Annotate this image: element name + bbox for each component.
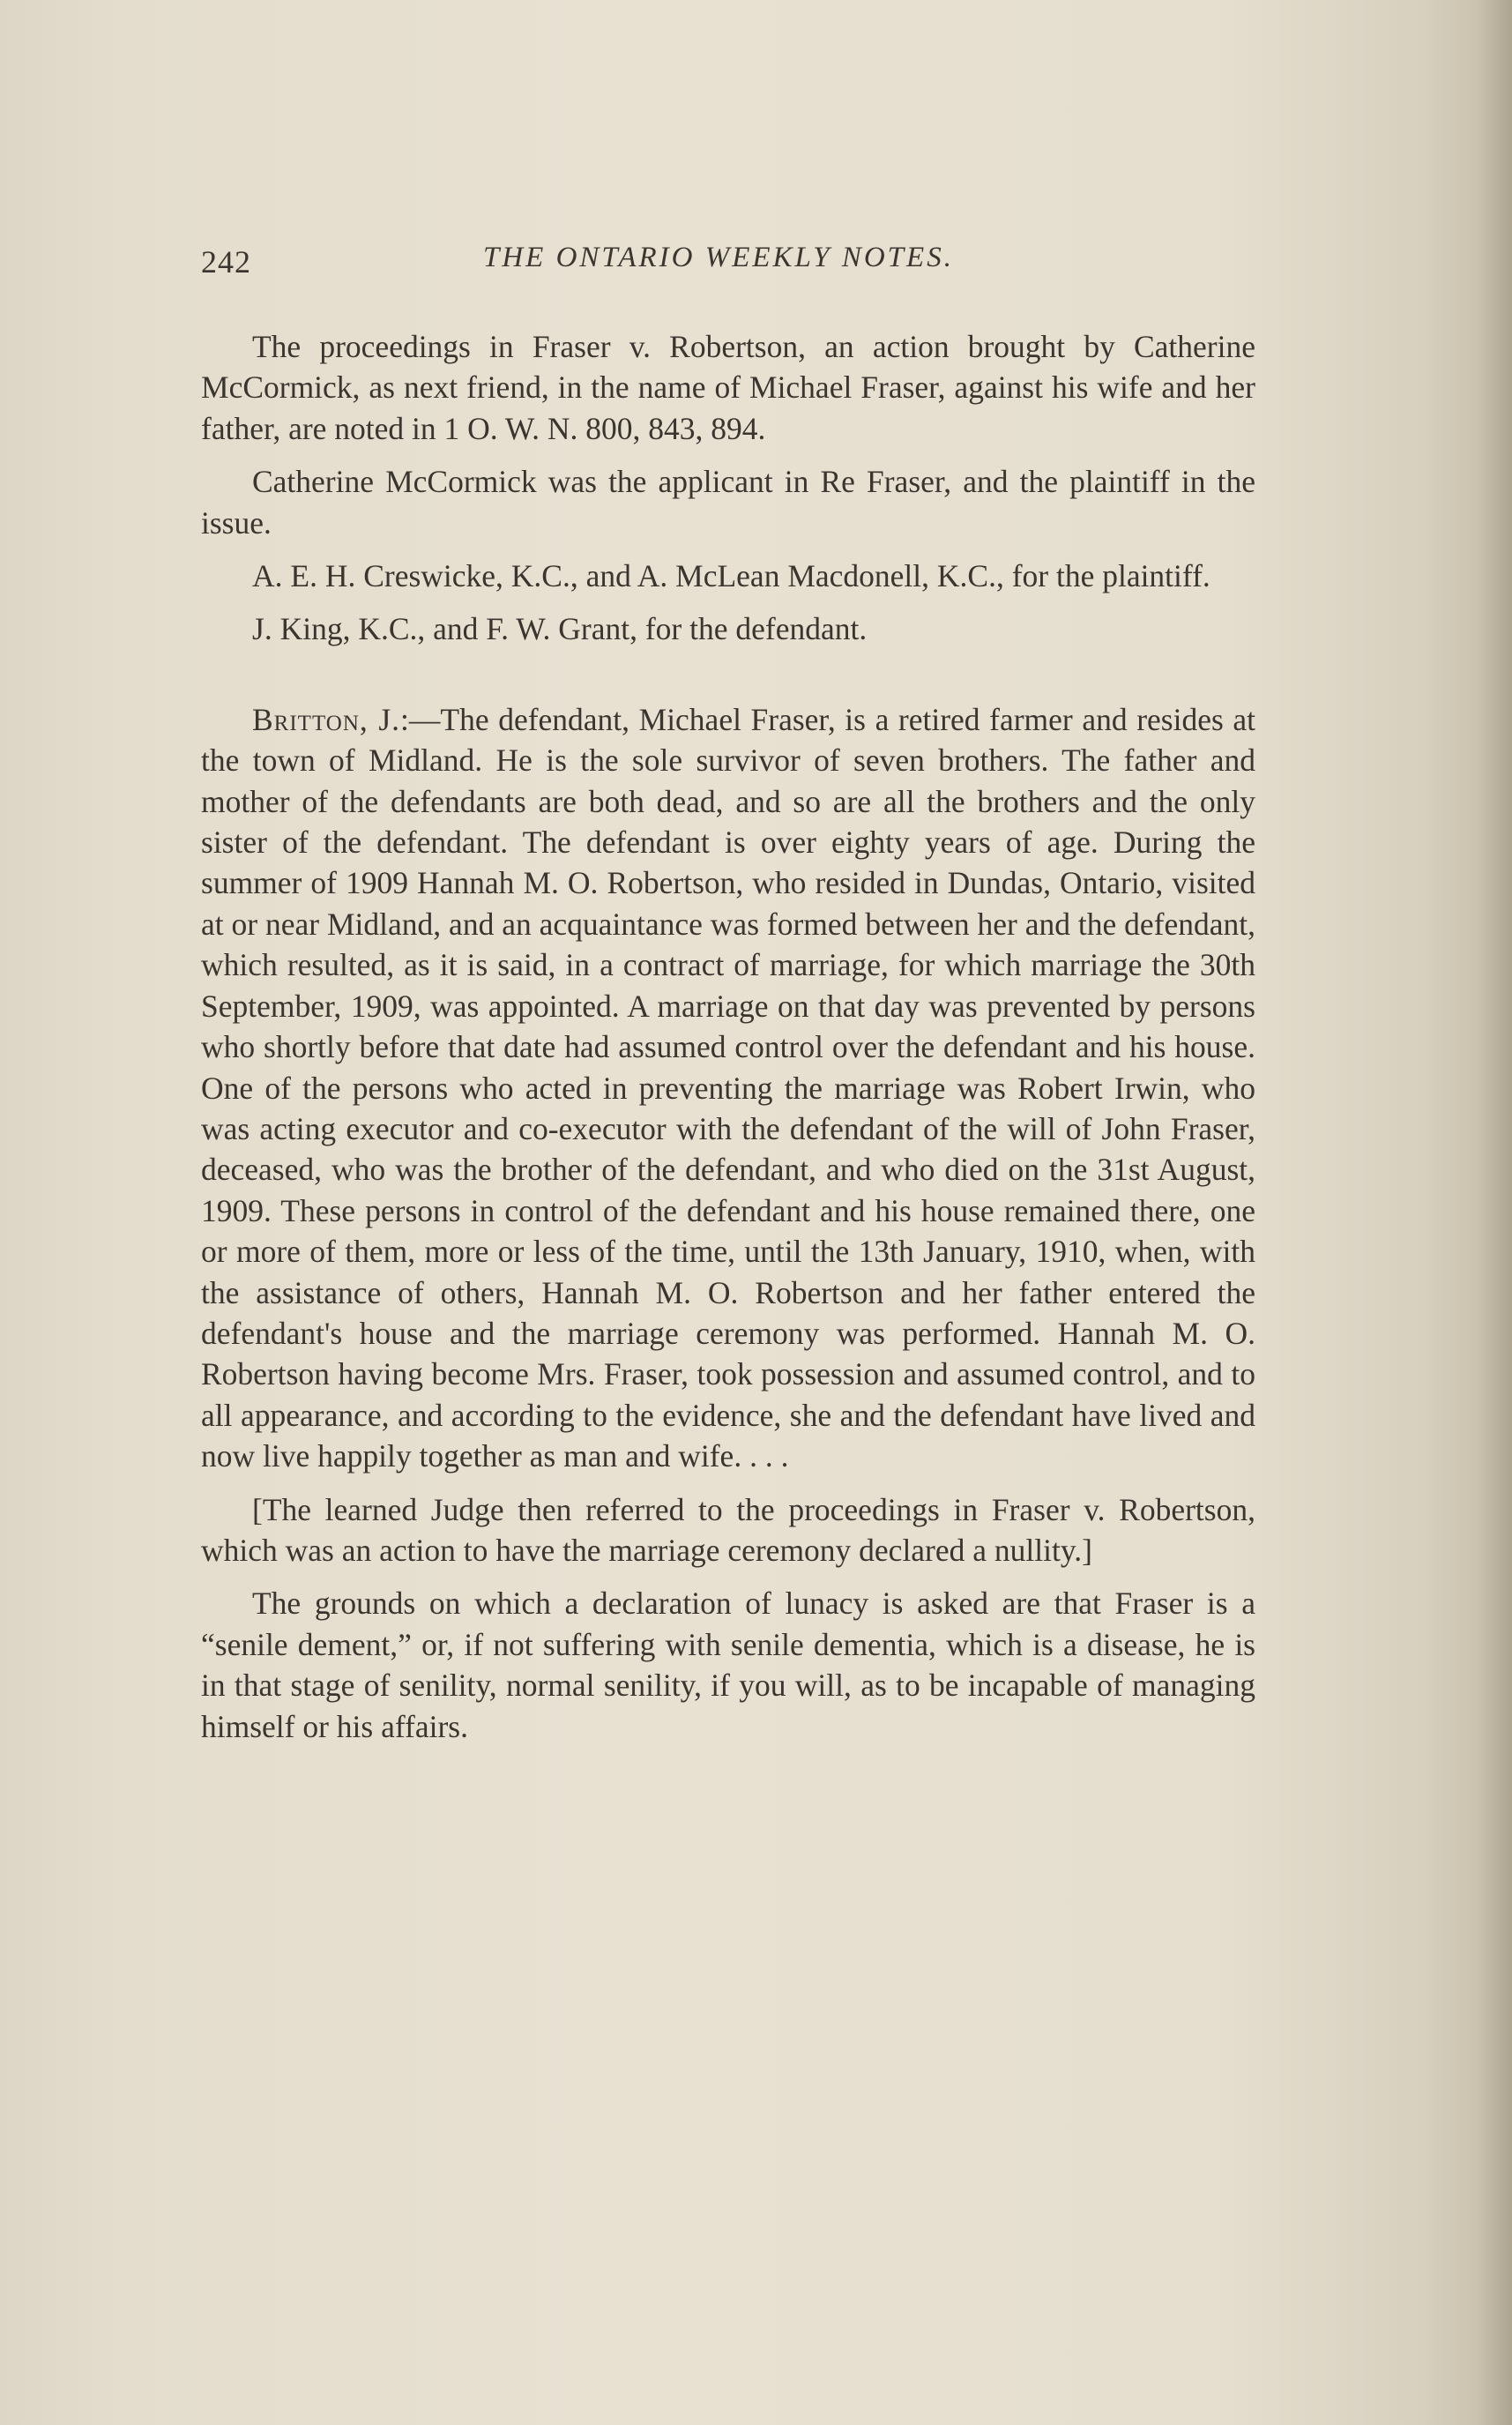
body-text <box>201 326 1255 1759</box>
running-title: THE ONTARIO WEEKLY NOTES. <box>483 242 954 273</box>
judgment-text: :—The defendant, Michael Fraser, is a retired farmer and resides at the town of Midland. He is the sole survivor of seven brothers. The father and mother of the defendants are both dead, and so are all the brothers and the only sister of the defendant. The defendant is over eighty years of age. During the summer of 1909 Hannah M. O. Robertson, who resided in Dundas, Ontario, visited at or near Midland, and an acquaintance was formed between her and the defendant, which resulted, as it is said, in a contract of marriage, for which marriage the 30th September, 1909, was appointed. A marriage on that day was prevented by persons who shortly before that date had assumed control over the defendant and his house. One of the persons who acted in preventing the marriage was Robert Irwin, who was acting executor and co-executor with the defendant of the will of John Fraser, deceased, who was the brother of the defendant, and who died on the 31st August, 1909. These persons in control of the defendant and his house remained there, one or more of them, more or less of the time, until the 13th January, 1910, when, with the assistance of others, Hannah M. O. Robertson and her father entered the defendant's house and the marriage ceremony was performed. Hannah M. O. Robertson having become Mrs. Fraser, took possession and assumed control, and to all appearance, and according to the evidence, she and the defendant have lived and now live happily together as man and wife. . . . <box>201 701 1255 1474</box>
judge-name: Britton, J. <box>252 701 401 737</box>
paragraph-applicant: Catherine McCormick was the applicant in Re Fraser, and the plaintiff in the issue. <box>201 464 1255 541</box>
page-edge-shadow <box>1477 0 1512 2425</box>
paragraph-grounds: The grounds on which a declaration of lunacy is asked are that Fraser is a “senile dement,” or, if not suffering with senile dementia, which is a disease, he is in that stage of senility, normal senility, if you will, as to be incapable of managing himself or his affairs. <box>201 1586 1255 1744</box>
paragraph-plaintiff-counsel: A. E. H. Creswicke, K.C., and A. McLean Macdonell, K.C., for the plaintiff. <box>252 558 1210 594</box>
paragraph-judgment <box>201 699 1255 1477</box>
paragraph-proceedings: The proceedings in Fraser v. Robertson, an action brought by Catherine McCormick, as next friend, in the name of Michael Fraser, against his wife and her father, are noted in 1 O. W. N. 800, 843, 894. <box>201 329 1255 446</box>
paragraph-defendant-counsel: J. King, K.C., and F. W. Grant, for the defendant. <box>252 611 868 647</box>
page-number: 242 <box>201 244 251 280</box>
page-header <box>201 236 1259 280</box>
paragraph-reference: [The learned Judge then referred to the proceedings in Fraser v. Robertson, which was an action to have the marriage ceremony declared a nullity.] <box>201 1491 1255 1568</box>
